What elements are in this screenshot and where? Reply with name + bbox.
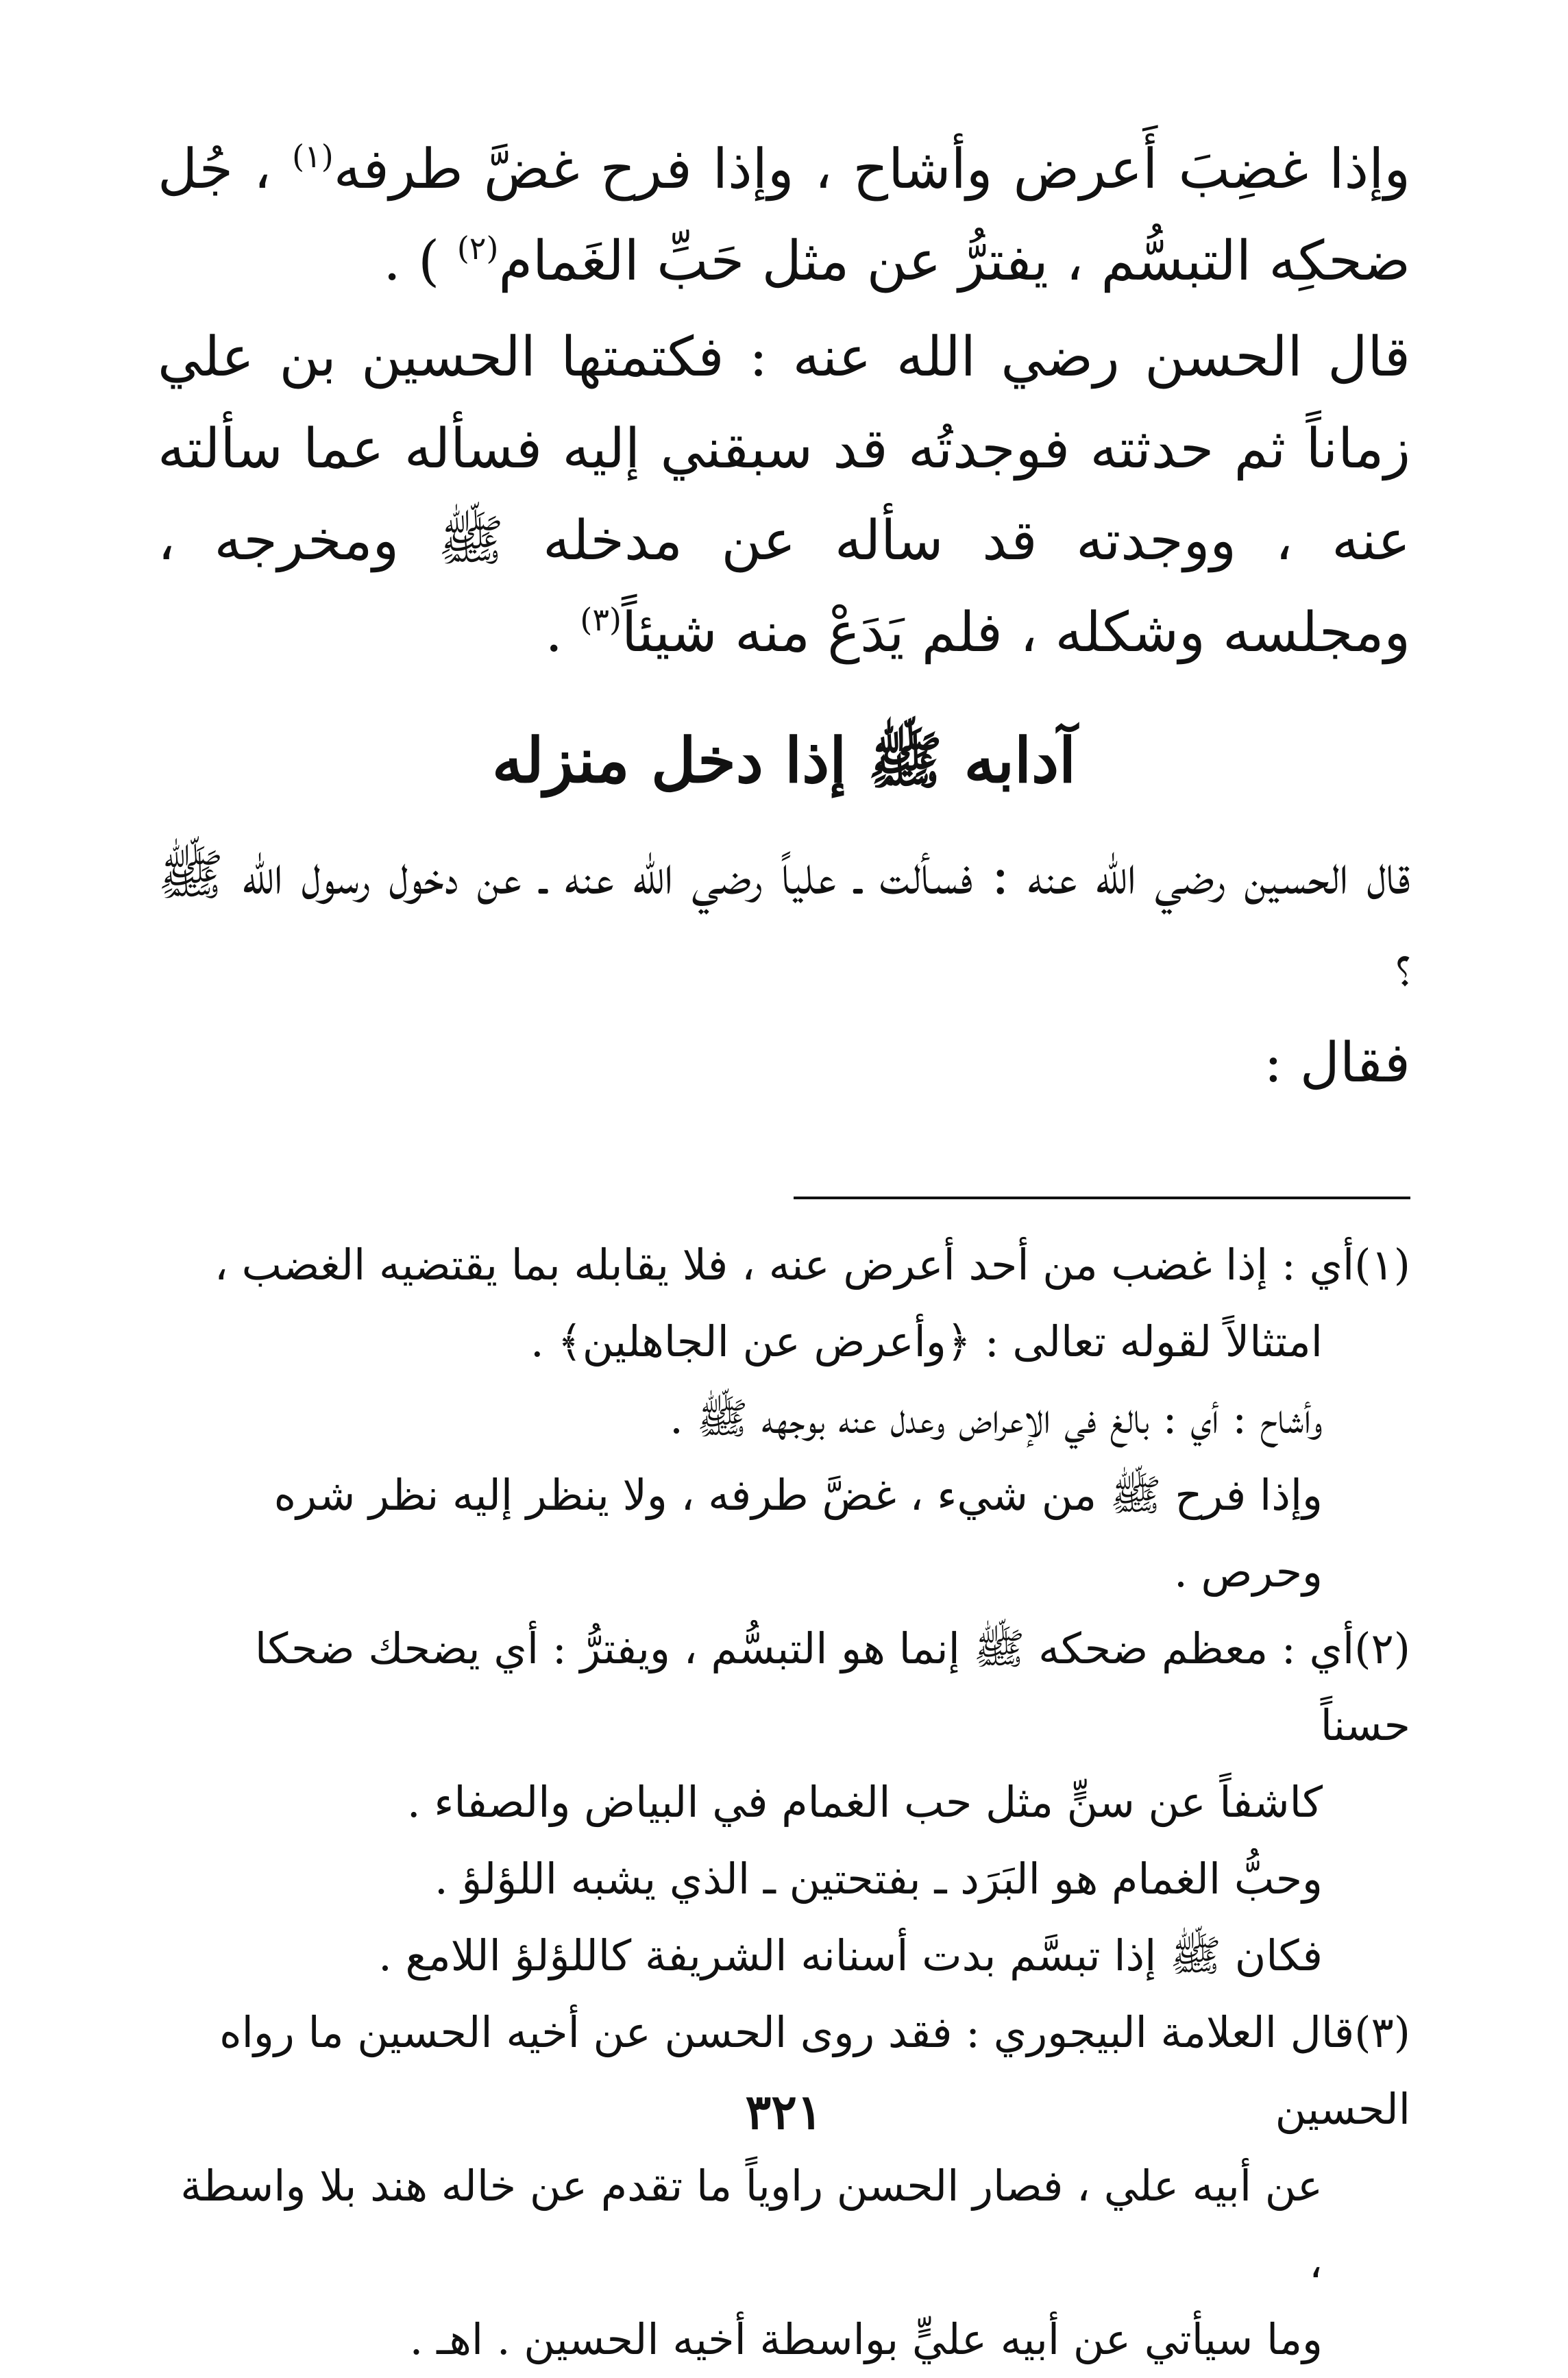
footnote-line: وإذا فرح ﷺ من شيء ، غضَّ طرفه ، ولا ينظر إليه نظر شره وحرص . xyxy=(273,1470,1323,1597)
footnote-text: أي : إذا غضب من أحد أعرض عنه ، فلا يقابله بما يقتضيه الغضب ، xyxy=(214,1240,1355,1290)
main-text-run: قال الحسن رضي الله عنه : فكتمتها الحسين بن علي زماناً ثم حدثته فوجدتُه قد سبقني إليه فسأله عما سألته عنه ، ووجدته قد سأله عن مدخله ﷺ ومخرجه ، ومجلسه وشكله ، فلم يَدَعْ منه شيئاً xyxy=(158,325,1411,664)
footnote-line: فكان ﷺ إذا تبسَّم بدت أسنانه الشريفة كاللؤلؤ اللامع . xyxy=(378,1930,1323,1981)
footnote-line xyxy=(158,1610,1410,1764)
footnote-ref-2[interactable]: (٢) xyxy=(456,230,499,267)
footnote-2 xyxy=(158,1610,1410,1994)
footnote-number: (١) xyxy=(1354,1240,1410,1290)
footnote-ref-3[interactable]: (٣) xyxy=(580,601,622,638)
footnote-line: وحبُّ الغمام هو البَرَد ـ بفتحتين ـ الذي يشبه اللؤلؤ . xyxy=(434,1854,1323,1904)
main-text-run: ) . xyxy=(383,229,440,293)
footnote-line: امتثالاً لقوله تعالى : ﴿وأعرض عن الجاهلين﴾ . xyxy=(530,1316,1323,1366)
footnote-line xyxy=(158,1227,1410,1303)
footnote-line: وأشاح : أي : بالغ في الإعراض وعدل عنه بوجهه ﷺ . xyxy=(670,1393,1323,1443)
main-paragraph-1 xyxy=(158,123,1410,307)
main-text-run: وإذا غضِبَ أَعرض وأشاح ، وإذا فرح غضَّ طرفه xyxy=(333,137,1411,201)
footnote-text: أي : معظم ضحكه ﷺ إنما هو التبسُّم ، ويفترُّ : أي يضحك ضحكا حسناً xyxy=(254,1623,1410,1750)
main-paragraph-2 xyxy=(158,311,1410,678)
section-text xyxy=(158,829,1410,1109)
page-number: ٣٢١ xyxy=(745,2083,823,2140)
section-paragraph-1: قال الحسين رضي الله عنه : فسألت ـ علياً رضي الله عنه ـ عن دخول رسول الله ﷺ ؟ xyxy=(158,843,1411,998)
footnote-ref-1[interactable]: (١) xyxy=(292,138,334,175)
footnote-divider xyxy=(794,1197,1410,1199)
section-paragraph-2: فقال : xyxy=(1264,1031,1410,1094)
footnote-number: (٣) xyxy=(1354,2007,1410,2057)
main-text-run: ، جُل ضحكِه التبسُّم ، يفترُّ عن مثل حَبِّ الغَمام xyxy=(158,137,1410,293)
footnote-line: كاشفاً عن سنٍّ مثل حب الغمام في البياض والصفاء . xyxy=(406,1777,1323,1827)
main-text-run: . xyxy=(545,600,563,664)
section-heading: آدابه ﷺ إذا دخل منزله xyxy=(491,724,1077,797)
footnote-line: عن أبيه علي ، فصار الحسن راوياً ما تقدم عن خاله هند بلا واسطة ، xyxy=(180,2161,1323,2288)
footnotes xyxy=(158,1227,1410,2378)
footnote-text: قال العلامة البيجوري : فقد روى الحسن عن أخيه الحسين ما رواه الحسين xyxy=(219,2007,1410,2134)
main-text xyxy=(158,123,1410,678)
footnote-3 xyxy=(158,1994,1410,2378)
footnote-number: (٢) xyxy=(1354,1623,1410,1674)
footnote-line: وما سيأتي عن أبيه عليٍّ بواسطة أخيه الحسين . اهـ . xyxy=(409,2314,1323,2364)
footnote-1 xyxy=(158,1227,1410,1610)
